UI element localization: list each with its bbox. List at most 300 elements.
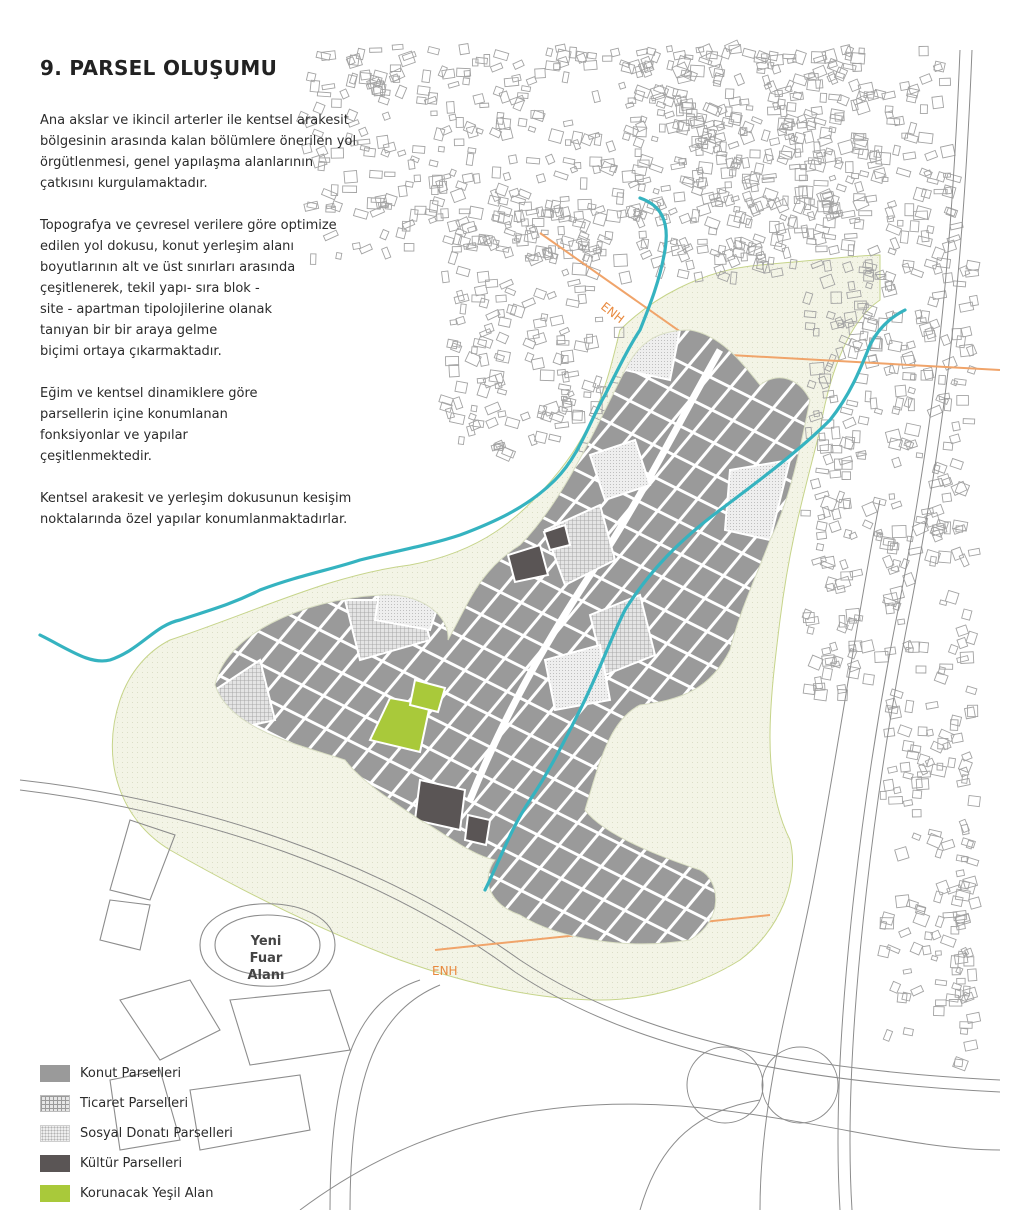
building-footprint — [895, 847, 909, 861]
building-footprint — [964, 1040, 978, 1051]
building-footprint — [725, 89, 734, 99]
building-footprint — [846, 162, 854, 173]
building-footprint — [422, 70, 431, 83]
building-footprint — [585, 286, 595, 291]
building-footprint — [509, 155, 518, 164]
building-footprint — [485, 279, 497, 287]
building-footprint — [566, 299, 579, 308]
building-footprint — [557, 336, 565, 345]
building-footprint — [829, 245, 840, 254]
building-footprint — [931, 741, 944, 753]
building-footprint — [968, 796, 980, 807]
building-footprint — [463, 78, 470, 85]
building-footprint — [959, 554, 969, 567]
building-footprint — [806, 118, 815, 130]
building-footprint — [814, 180, 828, 186]
building-footprint — [492, 167, 501, 178]
building-footprint — [929, 504, 944, 517]
building-footprint — [443, 236, 454, 245]
building-footprint — [775, 199, 789, 213]
building-footprint — [858, 416, 869, 425]
building-footprint — [516, 234, 528, 246]
building-footprint — [865, 391, 871, 402]
building-footprint — [473, 94, 485, 105]
building-footprint — [855, 182, 864, 193]
building-footprint — [811, 479, 821, 489]
building-footprint — [880, 791, 886, 799]
building-footprint — [453, 234, 462, 246]
building-footprint — [860, 171, 869, 177]
building-footprint — [919, 46, 928, 55]
building-footprint — [910, 221, 919, 232]
building-footprint — [554, 171, 568, 180]
building-footprint — [939, 78, 950, 86]
building-footprint — [880, 921, 887, 929]
building-footprint — [895, 385, 906, 397]
building-footprint — [545, 200, 552, 209]
building-footprint — [885, 429, 901, 443]
building-footprint — [835, 586, 845, 594]
building-footprint — [718, 245, 726, 254]
building-footprint — [594, 134, 602, 146]
building-footprint — [817, 189, 833, 202]
building-footprint — [835, 576, 851, 589]
legend-label: Kültür Parselleri — [80, 1155, 183, 1171]
building-footprint — [540, 370, 554, 381]
building-footprint — [961, 327, 972, 337]
building-footprint — [452, 247, 461, 253]
building-footprint — [622, 170, 636, 182]
building-footprint — [941, 839, 955, 850]
building-footprint — [466, 153, 474, 165]
building-footprint — [893, 787, 901, 794]
building-footprint — [912, 833, 921, 840]
building-footprint — [541, 314, 548, 321]
building-footprint — [890, 238, 899, 250]
building-footprint — [815, 491, 829, 500]
building-footprint — [920, 74, 932, 85]
building-footprint — [969, 295, 978, 306]
building-footprint — [954, 1059, 963, 1067]
building-footprint — [494, 353, 504, 360]
culture-swatch-icon — [40, 1155, 70, 1172]
building-footprint — [952, 422, 960, 431]
building-footprint — [449, 364, 459, 377]
building-footprint — [496, 295, 507, 302]
building-footprint — [626, 102, 634, 108]
building-footprint — [440, 126, 451, 136]
building-footprint — [941, 335, 951, 346]
description-paragraph-1: Ana akslar ve ikincil arterler ile kentsel arakesit bölgesinin arasında kalan bölümlere önerilen yol örgütlenmesi, genel yapılaşma alanlarının çatkısını kurgulamaktadır. — [40, 113, 357, 191]
building-footprint — [657, 110, 664, 116]
building-footprint — [558, 226, 565, 234]
building-footprint — [573, 140, 581, 150]
building-footprint — [677, 269, 689, 278]
building-footprint — [498, 317, 511, 327]
building-footprint — [967, 857, 979, 866]
building-footprint — [477, 271, 489, 282]
legend-label: Sosyal Donatı Parselleri — [80, 1125, 233, 1141]
building-footprint — [837, 622, 848, 633]
building-footprint — [496, 332, 508, 344]
building-footprint — [549, 129, 564, 144]
building-footprint — [746, 106, 753, 111]
building-footprint — [504, 229, 515, 236]
building-footprint — [448, 81, 459, 88]
building-footprint — [709, 228, 717, 235]
building-footprint — [428, 47, 440, 55]
building-footprint — [584, 392, 591, 398]
building-footprint — [912, 810, 921, 817]
building-footprint — [847, 400, 858, 407]
legend-item-konut — [40, 1058, 300, 1088]
building-footprint — [450, 320, 457, 325]
building-footprint — [635, 149, 641, 157]
building-footprint — [892, 406, 900, 414]
building-footprint — [875, 651, 889, 662]
building-footprint — [804, 109, 817, 118]
building-footprint — [919, 642, 929, 653]
building-footprint — [795, 228, 807, 233]
building-footprint — [898, 725, 912, 737]
building-footprint — [392, 44, 403, 50]
fair-label-line3: Alanı — [247, 968, 285, 983]
building-footprint — [887, 118, 900, 125]
building-footprint — [940, 664, 953, 669]
building-footprint — [679, 237, 689, 249]
building-footprint — [836, 184, 846, 192]
building-footprint — [494, 50, 509, 61]
building-footprint — [762, 75, 770, 85]
building-footprint — [959, 302, 974, 312]
building-footprint — [742, 121, 754, 133]
legend-item-sosyal — [40, 1118, 300, 1148]
building-footprint — [827, 59, 843, 73]
building-footprint — [816, 521, 827, 531]
building-footprint — [907, 536, 913, 541]
building-footprint — [464, 243, 476, 250]
building-footprint — [892, 525, 906, 537]
building-footprint — [935, 916, 944, 928]
building-footprint — [454, 139, 464, 146]
building-footprint — [834, 459, 842, 469]
building-footprint — [763, 188, 778, 201]
page-title: 9. PARSEL OLUŞUMU — [40, 56, 278, 80]
building-footprint — [924, 259, 937, 269]
building-footprint — [795, 143, 803, 152]
building-footprint — [450, 413, 465, 425]
building-footprint — [816, 468, 829, 474]
building-footprint — [950, 715, 961, 726]
building-footprint — [881, 912, 895, 925]
building-footprint — [815, 224, 830, 234]
building-footprint — [669, 208, 678, 215]
building-footprint — [795, 169, 806, 181]
building-footprint — [916, 453, 922, 458]
building-footprint — [918, 727, 927, 736]
building-footprint — [926, 701, 938, 709]
building-footprint — [459, 44, 470, 55]
commercial-swatch-icon — [40, 1095, 70, 1112]
building-footprint — [636, 49, 647, 56]
building-footprint — [546, 48, 553, 56]
building-footprint — [587, 52, 596, 59]
building-footprint — [526, 158, 539, 164]
building-footprint — [646, 47, 655, 55]
building-footprint — [761, 130, 770, 142]
building-footprint — [631, 117, 642, 122]
building-footprint — [920, 168, 933, 178]
building-footprint — [448, 252, 458, 265]
building-footprint — [574, 211, 584, 219]
building-footprint — [950, 459, 963, 470]
building-footprint — [728, 141, 739, 149]
building-footprint — [370, 48, 382, 53]
building-footprint — [562, 269, 569, 276]
building-footprint — [674, 192, 685, 202]
building-footprint — [563, 120, 573, 127]
building-footprint — [905, 423, 921, 436]
building-footprint — [493, 86, 503, 96]
building-footprint — [817, 532, 827, 540]
building-footprint — [518, 118, 527, 127]
fair-label-line2: Fuar — [249, 951, 283, 966]
building-footprint — [462, 173, 473, 183]
building-footprint — [921, 230, 929, 241]
building-footprint — [651, 52, 660, 63]
building-footprint — [521, 86, 530, 92]
building-footprint — [614, 254, 628, 266]
building-footprint — [603, 56, 612, 61]
building-footprint — [442, 271, 450, 283]
building-footprint — [911, 269, 924, 278]
building-footprint — [510, 95, 524, 105]
building-footprint — [504, 77, 519, 86]
building-footprint — [918, 132, 933, 143]
building-footprint — [743, 191, 753, 202]
building-footprint — [942, 493, 952, 502]
building-footprint — [399, 51, 416, 67]
building-footprint — [882, 284, 897, 297]
building-footprint — [963, 419, 975, 424]
building-footprint — [653, 188, 659, 194]
building-footprint — [851, 100, 858, 111]
building-footprint — [889, 494, 895, 500]
building-footprint — [649, 164, 663, 173]
building-footprint — [966, 345, 976, 356]
building-footprint — [617, 193, 624, 205]
building-footprint — [531, 358, 544, 370]
building-footprint — [957, 396, 969, 406]
building-footprint — [770, 138, 780, 146]
building-footprint — [934, 672, 948, 684]
building-footprint — [874, 408, 882, 414]
building-footprint — [497, 117, 505, 129]
building-footprint — [927, 226, 934, 234]
building-footprint — [890, 981, 901, 993]
building-footprint — [916, 318, 926, 324]
building-footprint — [946, 994, 959, 1002]
building-footprint — [633, 137, 644, 148]
building-footprint — [878, 945, 890, 957]
building-footprint — [898, 619, 905, 625]
building-footprint — [889, 797, 903, 805]
building-footprint — [903, 800, 912, 807]
building-footprint — [721, 167, 733, 178]
fair-label-line1: Yeni — [250, 934, 282, 949]
building-footprint — [902, 263, 910, 273]
building-footprint — [768, 257, 774, 264]
building-footprint — [801, 510, 810, 516]
building-footprint — [472, 59, 478, 66]
building-footprint — [498, 310, 505, 318]
building-footprint — [514, 233, 521, 242]
description-paragraph-4: Kentsel arakesit ve yerleşim dokusunun kesişim noktalarında özel yapılar konumlanmaktadırlar. — [40, 491, 352, 527]
building-footprint — [931, 764, 947, 777]
building-footprint — [934, 462, 947, 473]
building-footprint — [742, 158, 750, 169]
building-footprint — [442, 69, 455, 79]
building-footprint — [665, 111, 675, 118]
building-footprint — [807, 239, 816, 245]
building-footprint — [898, 220, 903, 226]
building-footprint — [725, 182, 731, 188]
building-footprint — [572, 412, 585, 424]
building-footprint — [943, 273, 953, 283]
building-footprint — [635, 175, 643, 181]
building-footprint — [535, 68, 546, 78]
building-footprint — [770, 221, 780, 232]
building-footprint — [469, 206, 484, 219]
building-footprint — [912, 790, 921, 798]
legend — [40, 1058, 300, 1208]
building-footprint — [886, 224, 901, 236]
building-footprint — [446, 408, 455, 419]
building-footprint — [467, 425, 476, 436]
building-footprint — [490, 63, 502, 72]
building-footprint — [468, 148, 476, 154]
building-footprint — [840, 560, 848, 570]
building-footprint — [378, 96, 389, 105]
building-footprint — [587, 334, 593, 343]
building-footprint — [736, 155, 742, 163]
building-footprint — [797, 122, 806, 128]
building-footprint — [474, 174, 481, 184]
building-footprint — [851, 173, 858, 178]
building-footprint — [936, 951, 942, 956]
building-footprint — [925, 150, 938, 160]
building-footprint — [951, 896, 963, 907]
building-footprint — [863, 674, 875, 685]
building-footprint — [441, 209, 449, 218]
building-footprint — [941, 935, 957, 947]
residential-swatch-icon — [40, 1065, 70, 1082]
building-footprint — [935, 980, 947, 986]
building-footprint — [667, 46, 673, 52]
building-footprint — [562, 72, 569, 83]
building-footprint — [812, 556, 827, 565]
building-footprint — [317, 92, 330, 97]
building-footprint — [863, 520, 873, 529]
building-footprint — [892, 457, 901, 467]
building-footprint — [459, 209, 470, 214]
building-footprint — [956, 870, 964, 877]
building-footprint — [563, 158, 575, 165]
building-footprint — [807, 627, 814, 635]
building-footprint — [903, 1028, 913, 1036]
building-footprint — [519, 202, 531, 211]
building-footprint — [943, 912, 957, 918]
building-footprint — [932, 96, 944, 109]
building-footprint — [903, 969, 912, 974]
building-footprint — [816, 246, 827, 252]
building-footprint — [967, 366, 976, 375]
legend-label: Konut Parselleri — [80, 1065, 182, 1081]
building-footprint — [951, 547, 963, 560]
building-footprint — [968, 969, 977, 981]
building-footprint — [907, 341, 916, 349]
building-footprint — [555, 44, 566, 52]
building-footprint — [453, 397, 463, 410]
building-footprint — [522, 298, 536, 308]
building-footprint — [816, 544, 823, 551]
building-footprint — [763, 154, 773, 164]
building-footprint — [582, 380, 596, 392]
building-footprint — [909, 642, 920, 652]
building-footprint — [966, 686, 977, 695]
building-footprint — [550, 315, 564, 326]
description-paragraph-2: Topografya ve çevresel verilere göre optimize edilen yol dokusu, konut yerleşim alanı boyutlarının alt ve üst sınırları arasında çeşitlenerek, tekil yapı- sıra blok - site - apartman tipolojilerine olanak tanıyan bir bir araya gelme biçimi ortaya çıkarmaktadır. — [40, 218, 337, 359]
building-footprint — [884, 333, 892, 344]
building-footprint — [768, 93, 780, 103]
building-footprint — [793, 50, 807, 65]
building-footprint — [559, 327, 569, 335]
building-footprint — [417, 86, 430, 96]
building-footprint — [809, 199, 814, 205]
building-footprint — [513, 60, 524, 69]
building-footprint — [808, 655, 823, 670]
building-footprint — [659, 124, 665, 132]
building-footprint — [935, 849, 942, 858]
building-footprint — [954, 379, 966, 386]
building-footprint — [496, 246, 509, 253]
building-footprint — [526, 77, 536, 86]
building-footprint — [830, 642, 838, 651]
building-footprint — [948, 644, 958, 654]
building-footprint — [960, 266, 970, 277]
building-footprint — [848, 346, 859, 359]
building-footprint — [822, 647, 831, 654]
building-footprint — [521, 412, 531, 421]
building-footprint — [934, 891, 943, 903]
legend-item-ticaret — [40, 1088, 300, 1118]
building-footprint — [895, 398, 904, 411]
building-footprint — [590, 157, 602, 166]
building-footprint — [498, 411, 506, 418]
building-footprint — [322, 84, 335, 90]
building-footprint — [916, 666, 926, 673]
legend-item-kultur — [40, 1148, 300, 1178]
building-footprint — [942, 240, 956, 253]
building-footprint — [843, 417, 856, 428]
building-footprint — [962, 609, 972, 620]
building-footprint — [949, 1000, 962, 1007]
building-footprint — [888, 248, 896, 255]
building-footprint — [497, 389, 506, 395]
building-footprint — [787, 103, 796, 112]
building-footprint — [945, 590, 959, 604]
building-footprint — [724, 195, 735, 206]
